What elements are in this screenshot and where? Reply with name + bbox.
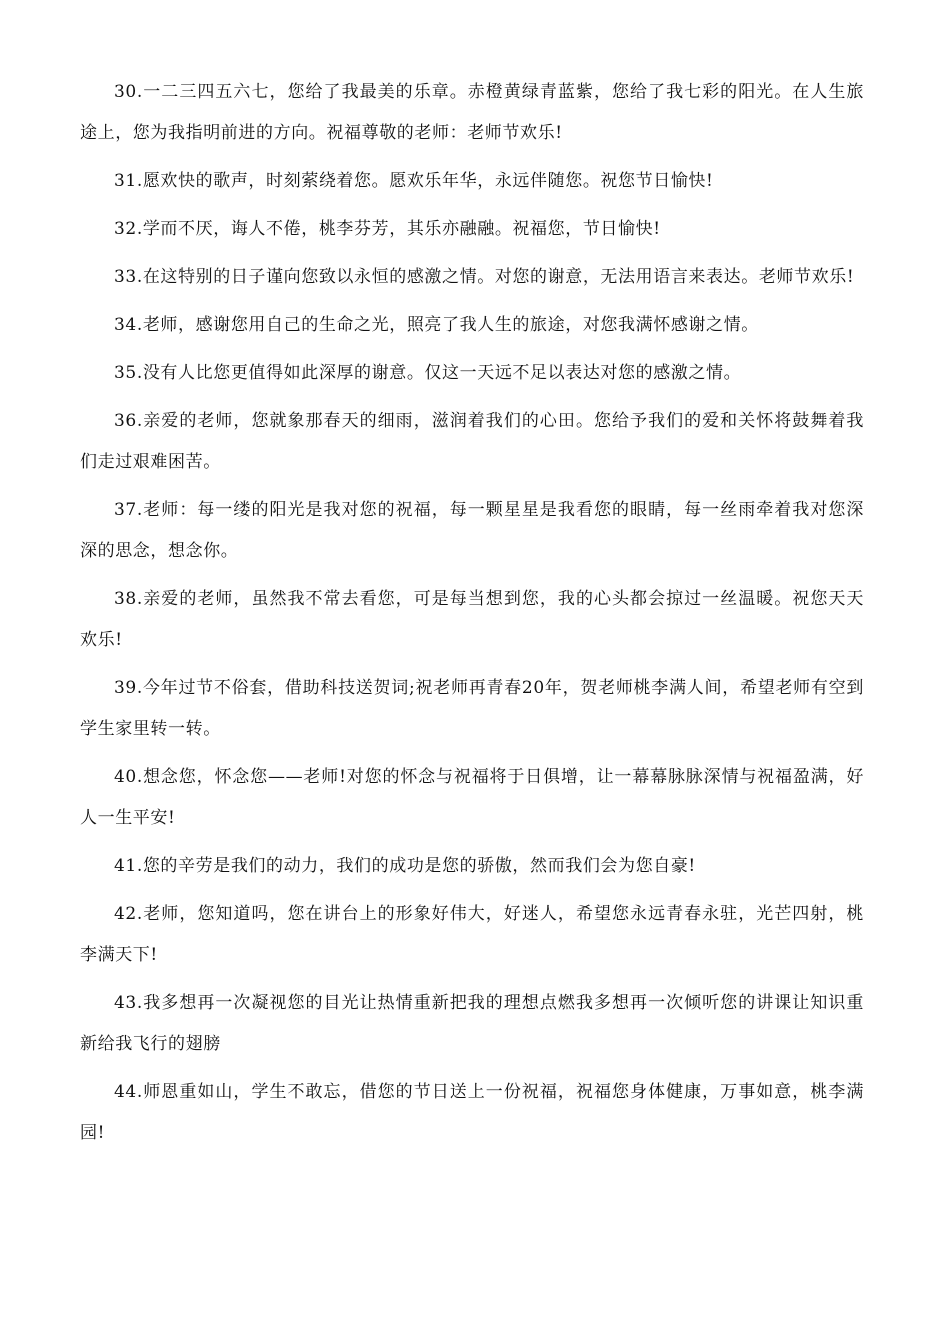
paragraph-40: 40.想念您，怀念您——老师!对您的怀念与祝福将于日俱增，让一幕幕脉脉深情与祝福盈满，好人一生平安! [80,767,864,828]
paragraph-30: 30.一二三四五六七，您给了我最美的乐章。赤橙黄绿青蓝紫，您给了我七彩的阳光。在人生旅途上，您为我指明前进的方向。祝福尊敬的老师：老师节欢乐! [80,82,864,143]
document-page [80,72,864,1161]
paragraph-36: 36.亲爱的老师，您就象那春天的细雨，滋润着我们的心田。您给予我们的爱和关怀将鼓舞着我们走过艰难困苦。 [80,411,864,472]
paragraph-32: 32.学而不厌，诲人不倦，桃李芬芳，其乐亦融融。祝福您，节日愉快! [114,219,661,239]
paragraph-38: 38.亲爱的老师，虽然我不常去看您，可是每当想到您，我的心头都会掠过一丝温暖。祝您天天欢乐! [80,589,864,650]
paragraph-43: 43.我多想再一次凝视您的目光让热情重新把我的理想点燃我多想再一次倾听您的讲课让知识重新给我飞行的翅膀 [80,993,864,1054]
paragraph-33: 33.在这特别的日子谨向您致以永恒的感激之情。对您的谢意，无法用语言来表达。老师节欢乐! [114,267,855,287]
paragraph-44: 44.师恩重如山，学生不敢忘，借您的节日送上一份祝福，祝福您身体健康，万事如意，桃李满园! [80,1082,864,1143]
paragraph-42: 42.老师，您知道吗，您在讲台上的形象好伟大，好迷人，希望您永远青春永驻，光芒四射，桃李满天下! [80,904,864,965]
paragraph-41: 41.您的辛劳是我们的动力，我们的成功是您的骄傲，然而我们会为您自豪! [114,856,696,876]
paragraph-39: 39.今年过节不俗套，借助科技送贺词;祝老师再青春20年，贺老师桃李满人间，希望老师有空到学生家里转一转。 [80,678,864,739]
paragraph-31: 31.愿欢快的歌声，时刻萦绕着您。愿欢乐年华，永远伴随您。祝您节日愉快! [114,171,714,191]
paragraph-35: 35.没有人比您更值得如此深厚的谢意。仅这一天远不足以表达对您的感激之情。 [114,363,742,383]
paragraph-34: 34.老师，感谢您用自己的生命之光，照亮了我人生的旅途，对您我满怀感谢之情。 [114,315,759,335]
paragraph-37: 37.老师：每一缕的阳光是我对您的祝福，每一颗星星是我看您的眼睛，每一丝雨牵着我对您深深的思念，想念你。 [80,500,864,561]
